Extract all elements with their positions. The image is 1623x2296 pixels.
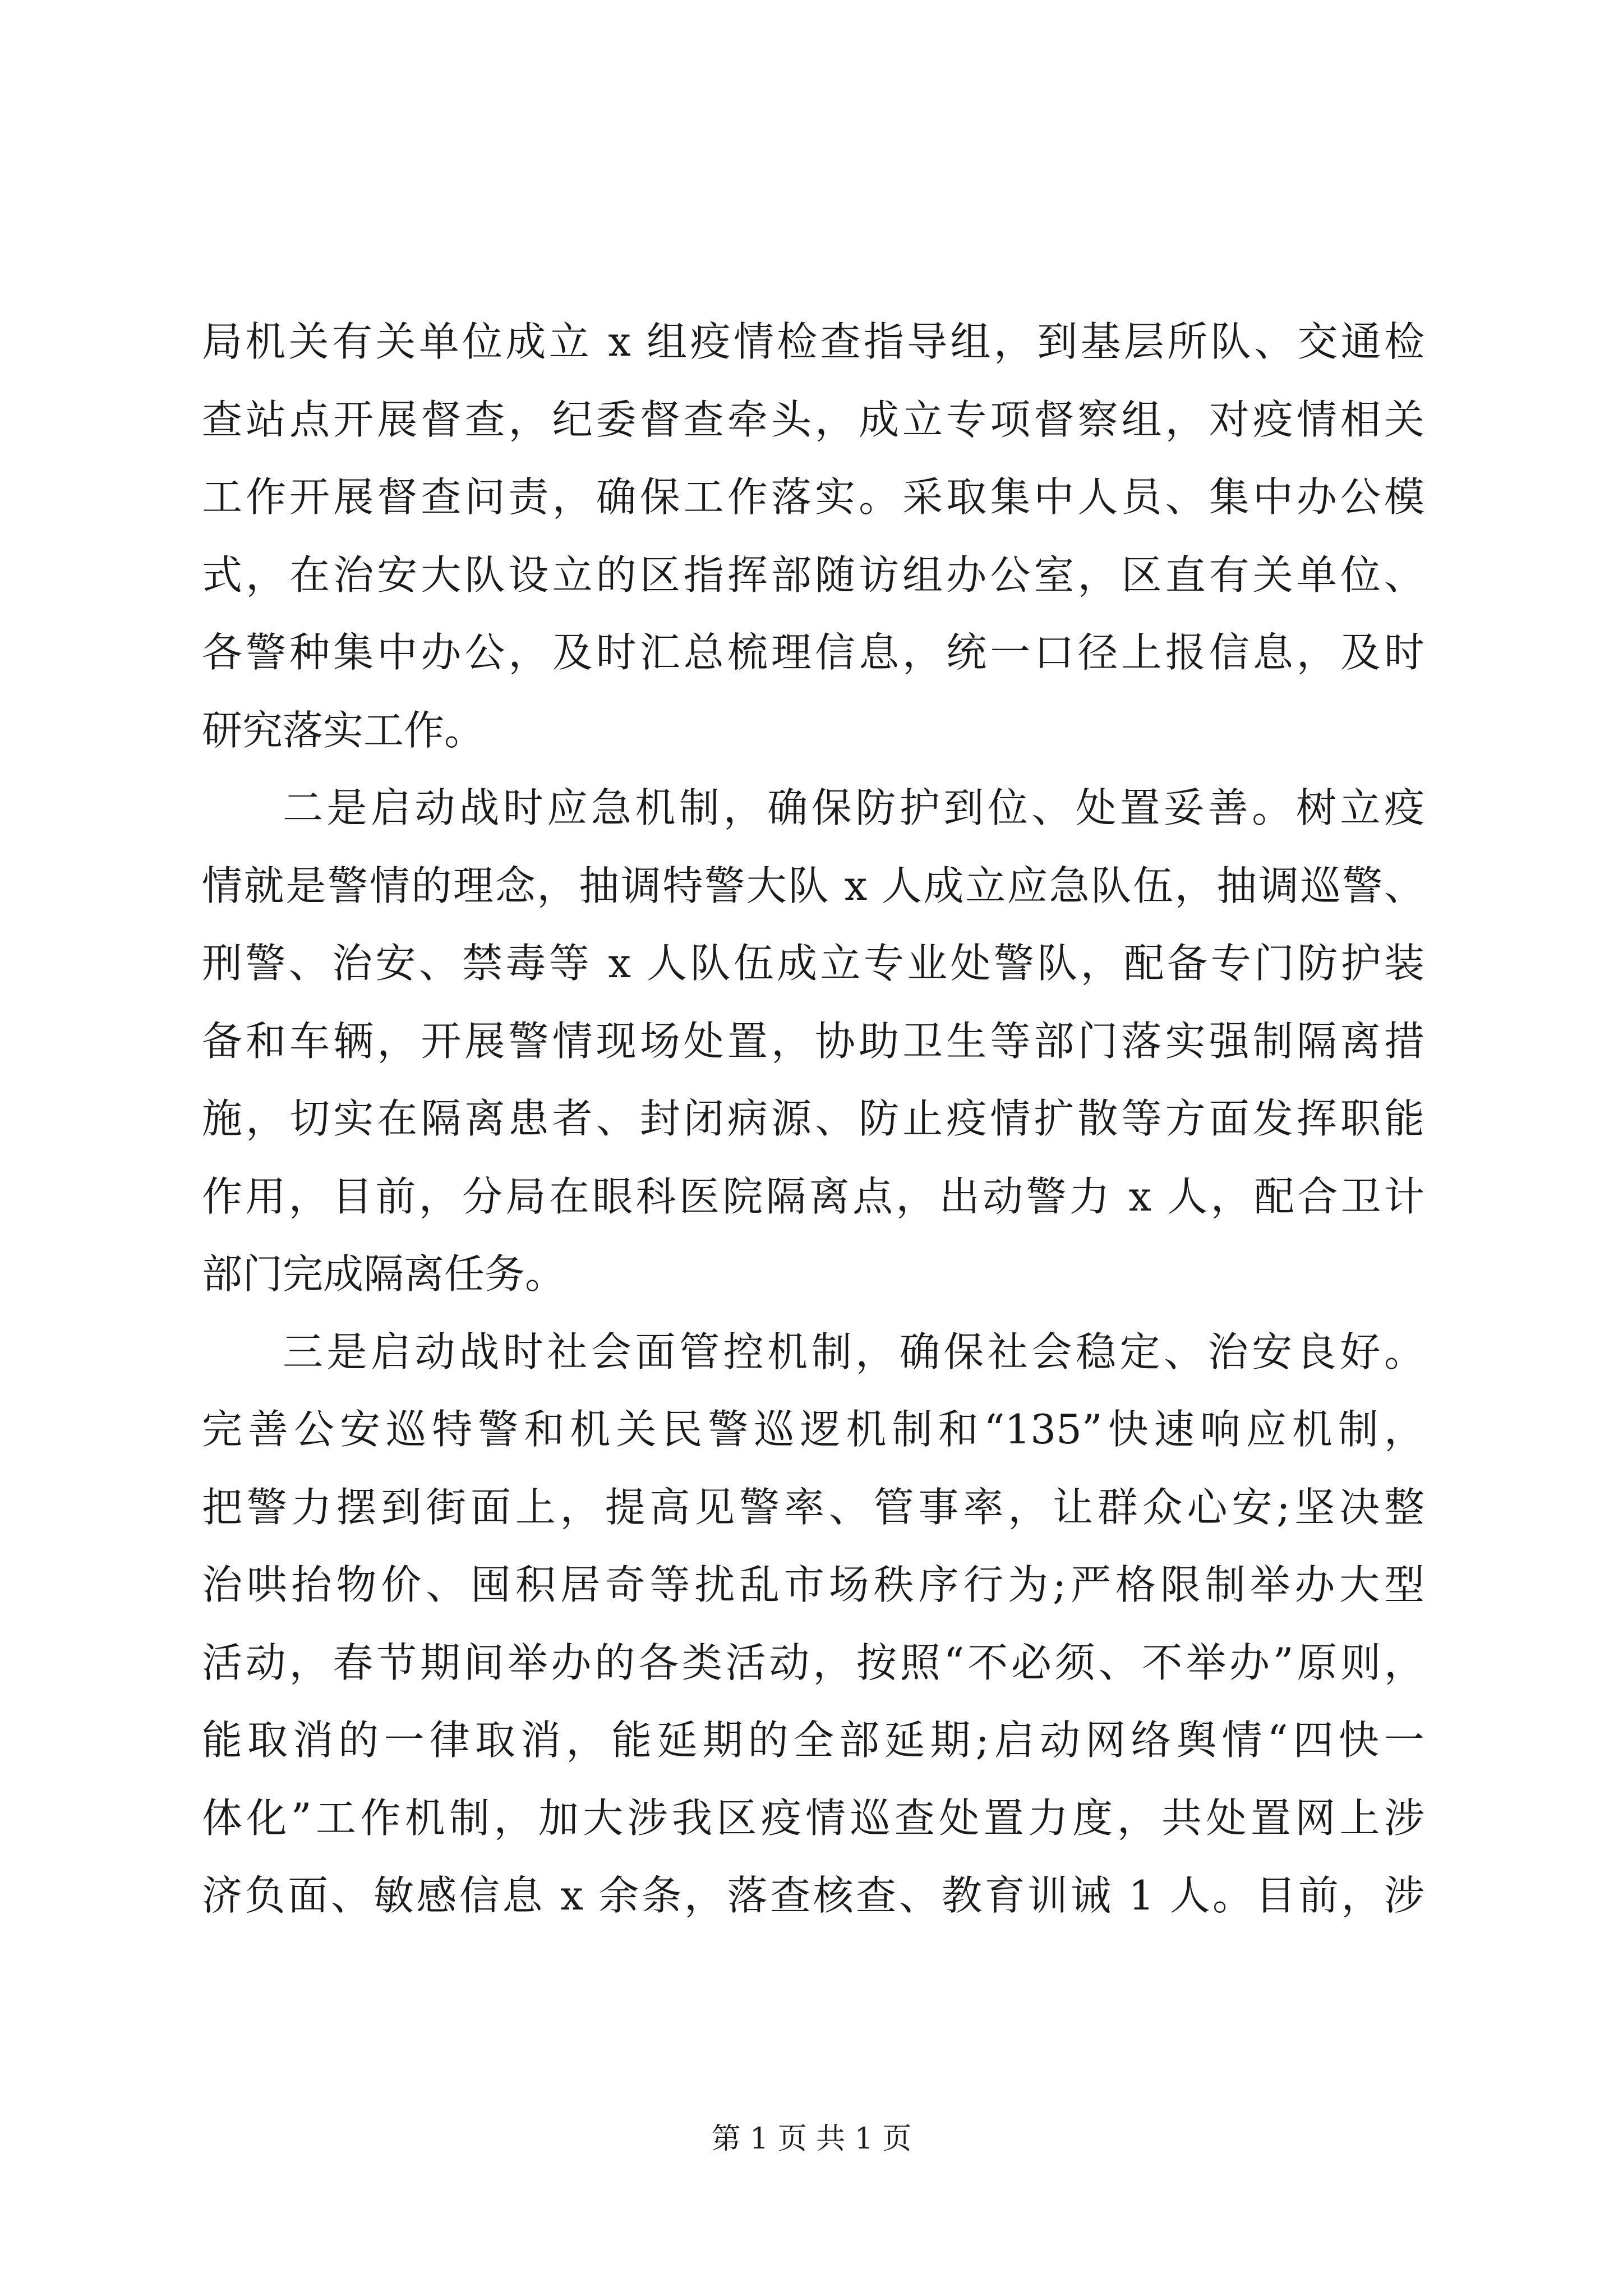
page-footer — [0, 2115, 1623, 2157]
paragraph-1 — [202, 303, 1424, 769]
text-line: 活动，春节期间举办的各类活动，按照“不必须、不举办”原则， — [202, 1639, 1424, 1686]
text-line: 三是启动战时社会面管控机制，确保社会稳定、治安良好。 — [283, 1328, 1424, 1375]
text-line: 治哄抬物价、囤积居奇等扰乱市场秩序行为;严格限制举办大型 — [202, 1561, 1424, 1608]
text-line: 把警力摆到街面上，提高见警率、管事率，让群众心安;坚决整 — [202, 1483, 1424, 1531]
text-line: 施，切实在隔离患者、封闭病源、防止疫情扩散等方面发挥职能 — [202, 1095, 1424, 1142]
text-line: 能取消的一律取消，能延期的全部延期;启动网络舆情“四快一 — [202, 1717, 1424, 1764]
text-line: 济负面、敏感信息 x 余条，落查核查、教育训诫 1 人。目前，涉 — [202, 1872, 1424, 1919]
text-line: 备和车辆，开展警情现场处置，协助卫生等部门落实强制隔离措 — [202, 1017, 1424, 1065]
text-line: 工作开展督查问责，确保工作落实。采取集中人员、集中办公模 — [202, 473, 1424, 521]
text-line: 部门完成隔离任务。 — [202, 1250, 566, 1297]
text-line: 二是启动战时应急机制，确保防护到位、处置妥善。树立疫 — [283, 784, 1424, 831]
text-line: 查站点开展督查，纪委督查牵头，成立专项督察组，对疫情相关 — [202, 395, 1424, 443]
text-line: 情就是警情的理念，抽调特警大队 x 人成立应急队伍，抽调巡警、 — [202, 862, 1424, 909]
text-line: 体化”工作机制，加大涉我区疫情巡查处置力度，共处置网上涉 — [202, 1794, 1424, 1842]
paragraph-2 — [202, 769, 1424, 1313]
text-line: 作用，目前，分局在眼科医院隔离点，出动警力 x 人，配合卫计 — [202, 1172, 1424, 1220]
page-number-label: 第 1 页 共 1 页 — [711, 2122, 912, 2156]
text-line: 局机关有关单位成立 x 组疫情检查指导组，到基层所队、交通检 — [202, 318, 1424, 365]
text-line: 完善公安巡特警和机关民警巡逻机制和“135”快速响应机制， — [202, 1406, 1424, 1453]
text-line: 式，在治安大队设立的区指挥部随访组办公室，区直有关单位、 — [202, 551, 1424, 599]
text-line: 研究落实工作。 — [202, 706, 485, 754]
document-body — [202, 303, 1424, 1935]
text-line: 刑警、治安、禁毒等 x 人队伍成立专业处警队，配备专门防护装 — [202, 940, 1424, 987]
paragraph-3 — [202, 1313, 1424, 1935]
text-line: 各警种集中办公，及时汇总梳理信息，统一口径上报信息，及时 — [202, 629, 1424, 676]
